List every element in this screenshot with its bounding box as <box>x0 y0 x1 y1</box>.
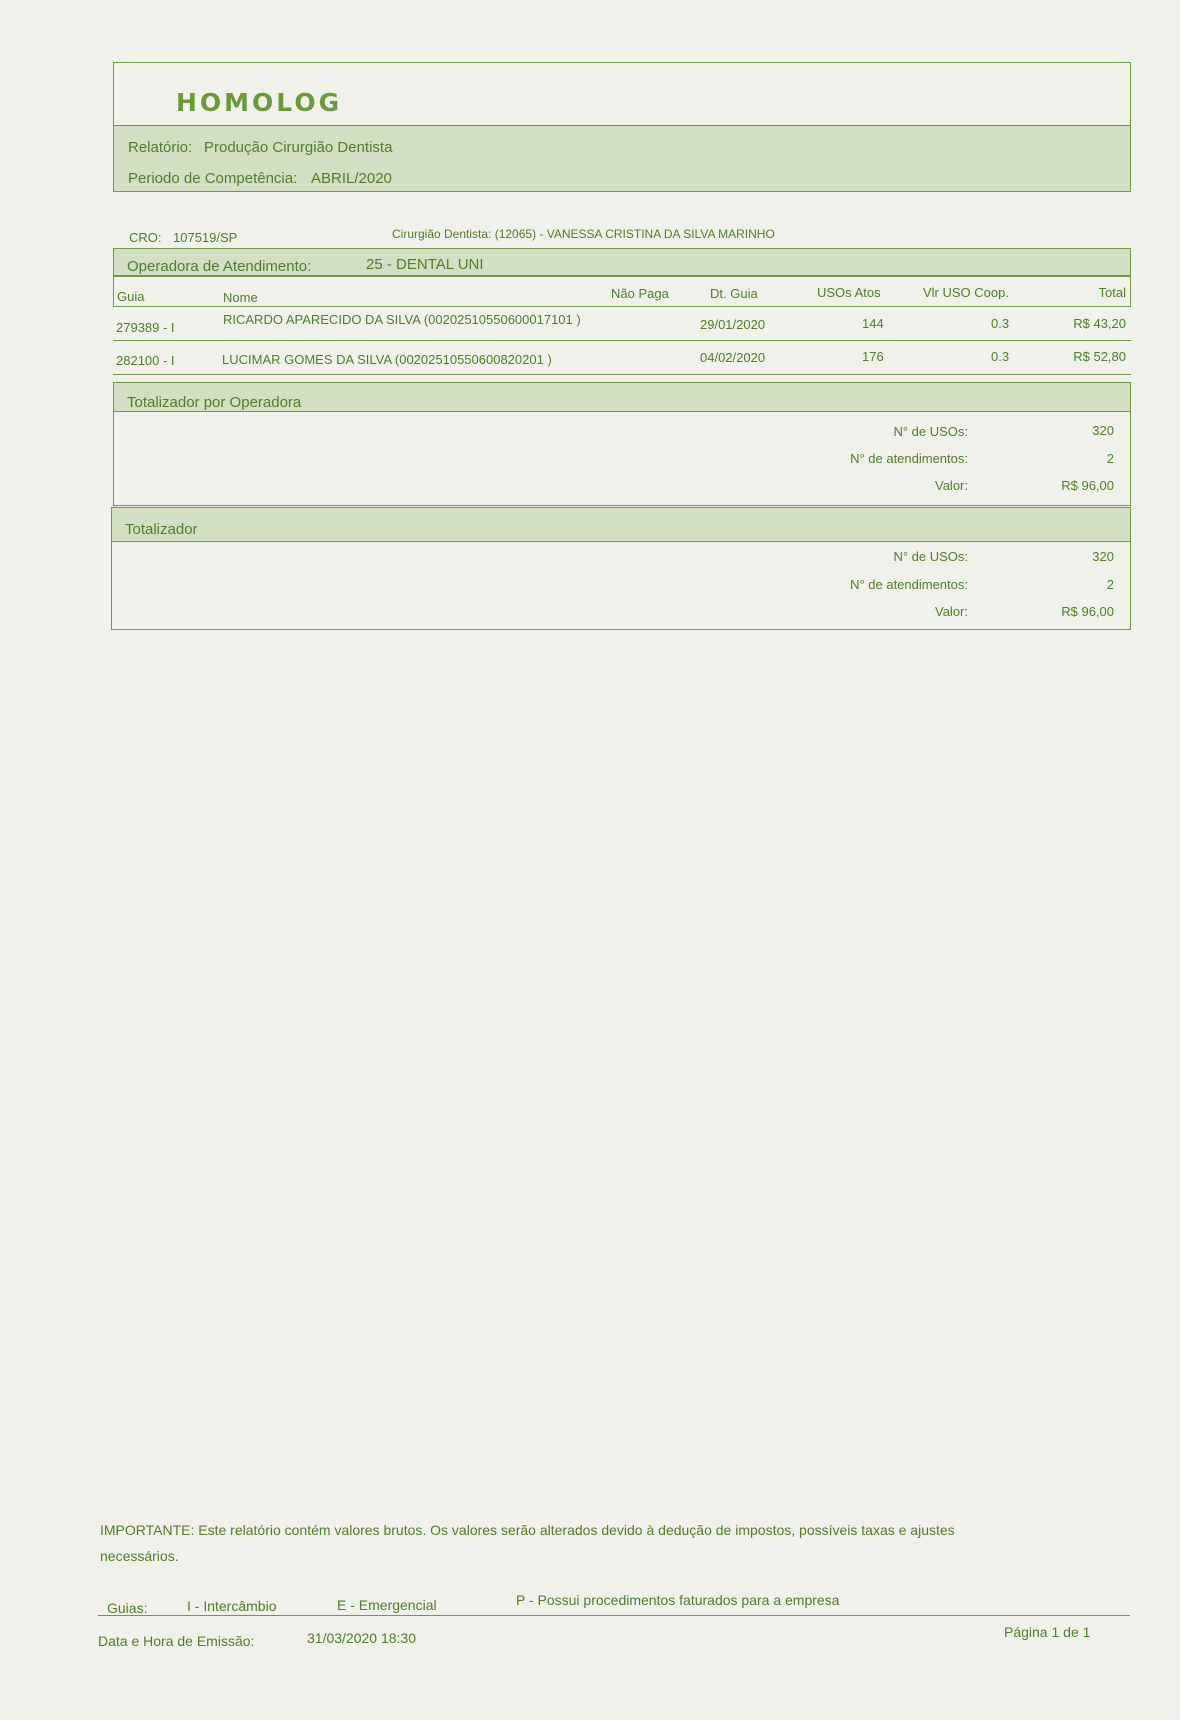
op-atend-label: N° de atendimentos: <box>850 451 968 466</box>
cro-value: 107519/SP <box>173 230 238 245</box>
homolog-logo: HOMOLOG <box>176 88 343 117</box>
row1-usos: 144 <box>862 316 884 331</box>
th-nome: Nome <box>223 290 258 305</box>
th-guia: Guia <box>117 289 145 304</box>
important-line-1: IMPORTANTE: Este relatório contém valores brutos. Os valores serão alterados devido à dedução de impostos, possíveis taxas e ajustes <box>100 1522 955 1538</box>
footer-divider <box>98 1615 1130 1616</box>
tot-usos-label: N° de USOs: <box>893 549 968 564</box>
tot-atend-label: N° de atendimentos: <box>850 577 968 592</box>
cro-label: CRO: <box>129 230 162 245</box>
row2-vlr: 0.3 <box>991 349 1010 364</box>
tot-atend-value: 2 <box>1106 577 1114 592</box>
report-label: Relatório: <box>128 139 193 156</box>
row1-vlr: 0.3 <box>991 316 1010 331</box>
tot-valor-value: R$ 96,00 <box>1061 604 1114 619</box>
row1-nome: RICARDO APARECIDO DA SILVA (00202510550600017101 ) <box>223 312 581 327</box>
legend-empresa: P - Possui procedimentos faturados para a empresa <box>516 1592 840 1608</box>
legend-emergencial: E - Emergencial <box>337 1597 437 1613</box>
operator-value: 25 - DENTAL UNI <box>366 256 484 273</box>
op-valor-value: R$ 96,00 <box>1061 478 1114 493</box>
row1-divider <box>113 340 1131 341</box>
th-total: Total <box>1098 285 1126 300</box>
row1-guia: 279389 - I <box>116 320 175 335</box>
row2-total: R$ 52,80 <box>1073 349 1126 364</box>
th-usos-atos: USOs Atos <box>817 285 881 300</box>
period-value: ABRIL/2020 <box>311 170 392 187</box>
report-value: Produção Cirurgião Dentista <box>204 139 393 156</box>
th-dt-guia: Dt. Guia <box>710 286 758 301</box>
tot-valor-label: Valor: <box>935 604 968 619</box>
important-line-2: necessários. <box>100 1548 179 1564</box>
th-nao-paga: Não Paga <box>611 286 669 301</box>
op-usos-value: 320 <box>1092 423 1114 438</box>
guias-label: Guias: <box>107 1600 148 1616</box>
emission-value: 31/03/2020 18:30 <box>307 1630 416 1646</box>
emission-label: Data e Hora de Emissão: <box>98 1633 255 1649</box>
row1-dt-guia: 29/01/2020 <box>700 317 766 332</box>
row2-guia: 282100 - I <box>116 353 175 368</box>
th-vlr-uso: Vlr USO Coop. <box>923 285 1009 300</box>
totals-operator-title: Totalizador por Operadora <box>127 394 302 411</box>
op-valor-label: Valor: <box>935 478 968 493</box>
totals-title: Totalizador <box>125 521 198 538</box>
dentist-name: Cirurgião Dentista: (12065) - VANESSA CRISTINA DA SILVA MARINHO <box>392 227 775 241</box>
page-number: Página 1 de 1 <box>1004 1624 1091 1640</box>
row2-nome: LUCIMAR GOMES DA SILVA (00202510550600820201 ) <box>222 352 552 367</box>
op-atend-value: 2 <box>1106 451 1114 466</box>
row1-total: R$ 43,20 <box>1073 316 1126 331</box>
row2-divider <box>113 374 1131 375</box>
row2-dt-guia: 04/02/2020 <box>700 350 766 365</box>
period-label: Periodo de Competência: <box>128 170 298 187</box>
tot-usos-value: 320 <box>1092 549 1114 564</box>
legend-intercambio: I - Intercâmbio <box>187 1598 277 1614</box>
op-usos-label: N° de USOs: <box>893 424 968 439</box>
totals-band <box>111 507 1131 542</box>
row2-usos: 176 <box>862 349 884 364</box>
operator-label: Operadora de Atendimento: <box>127 258 312 275</box>
